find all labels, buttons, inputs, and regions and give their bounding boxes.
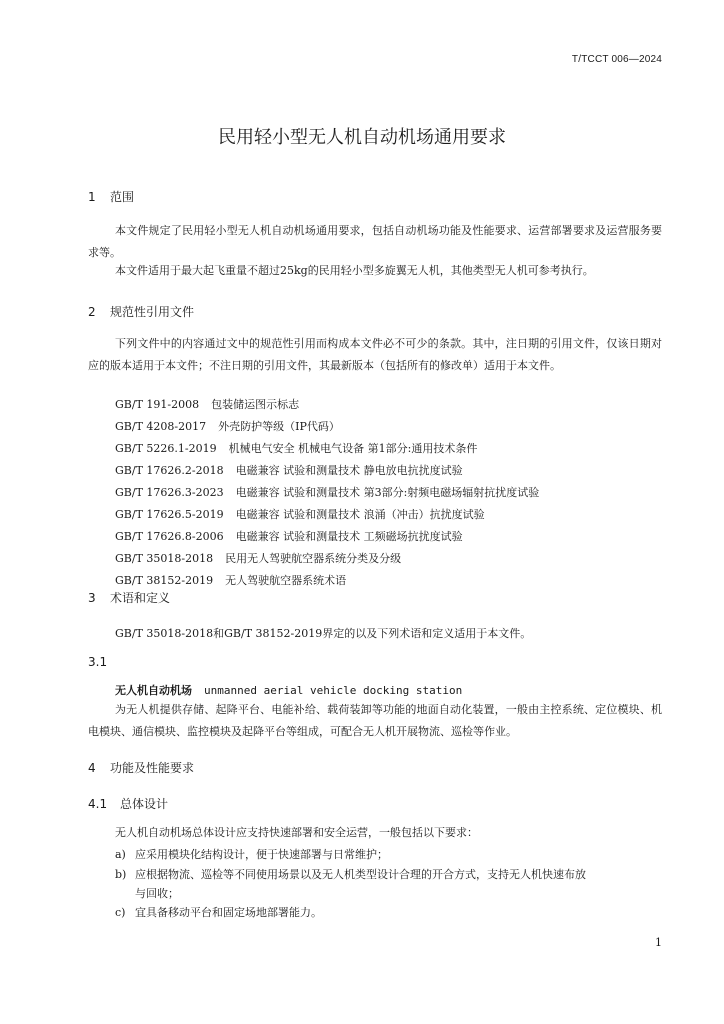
- reference-item: [115, 418, 340, 434]
- reference-code: GB/T 5226.1-2019: [115, 442, 217, 455]
- reference-item: [115, 462, 463, 478]
- section-4-1-intro: 无人机自动机场总体设计应支持快速部署和安全运营，一般包括以下要求：: [115, 826, 478, 839]
- subsection-3-1-number: 3.1: [88, 655, 108, 669]
- reference-item: [115, 506, 485, 522]
- list-item: [115, 904, 322, 920]
- reference-name: 电磁兼容 试验和测量技术 第3部分:射频电磁场辐射抗扰度试验: [235, 486, 540, 499]
- term-definition: 为无人机提供存储、起降平台、电能补给、载荷装卸等功能的地面自动化装置，一般由主控系统、定位模块、机电模块、通信模块、监控模块及起降平台等组成，可配合无人机开展物流、巡检等作业。: [88, 703, 662, 738]
- section-3-heading: [88, 589, 170, 606]
- list-text: 应根据物流、巡检等不同使用场景以及无人机类型设计合理的开合方式，支持无人机快速布放: [135, 868, 586, 881]
- reference-code: GB/T 17626.3-2023: [115, 486, 224, 499]
- document-title: 民用轻小型无人机自动机场通用要求: [218, 127, 506, 148]
- reference-name: 电磁兼容 试验和测量技术 静电放电抗扰度试验: [235, 464, 463, 477]
- section-number: 2: [88, 305, 96, 319]
- reference-item: [115, 440, 477, 456]
- reference-item: [115, 528, 463, 544]
- reference-name: 外壳防护等级（IP代码）: [218, 420, 340, 433]
- reference-code: GB/T 38152-2019: [115, 574, 214, 587]
- reference-name: 电磁兼容 试验和测量技术 工频磁场抗扰度试验: [235, 530, 463, 543]
- reference-name: 机械电气安全 机械电气设备 第1部分:通用技术条件: [228, 442, 478, 455]
- list-item: [115, 866, 586, 882]
- list-marker: b): [115, 868, 127, 881]
- reference-code: GB/T 4208-2017: [115, 420, 207, 433]
- section-1-paragraph-1: 本文件规定了民用轻小型无人机自动机场通用要求，包括自动机场功能及性能要求、运营部署要求及运营服务要求等。: [88, 224, 662, 259]
- section-2-heading: [88, 303, 194, 320]
- reference-code: GB/T 17626.2-2018: [115, 464, 224, 477]
- section-4-heading: [88, 759, 194, 776]
- term-english: unmanned aerial vehicle docking station: [204, 684, 463, 697]
- reference-item: [115, 572, 346, 588]
- reference-item: [115, 550, 401, 566]
- list-item-continuation: 与回收；: [135, 887, 179, 900]
- reference-name: 包装储运图示标志: [211, 398, 300, 411]
- term-entry: [115, 682, 462, 698]
- section-title: 功能及性能要求: [110, 761, 195, 775]
- document-code: T/TCCT 006—2024: [571, 54, 662, 65]
- reference-code: GB/T 17626.5-2019: [115, 508, 224, 521]
- page-number: 1: [655, 936, 662, 949]
- section-2-paragraph-1: 下列文件中的内容通过文中的规范性引用而构成本文件必不可少的条款。其中，注日期的引用文件，仅该日期对应的版本适用于本文件；不注日期的引用文件，其最新版本（包括所有的修改单）适用于本文件。: [88, 337, 662, 372]
- list-text: 应采用模块化结构设计，便于快速部署与日常维护；: [135, 848, 388, 861]
- section-title: 总体设计: [120, 797, 169, 811]
- list-marker: c): [115, 906, 126, 919]
- section-title: 范围: [110, 190, 135, 204]
- reference-code: GB/T 191-2008: [115, 398, 200, 411]
- reference-name: 无人驾驶航空器系统术语: [225, 574, 347, 587]
- list-item: [115, 846, 388, 862]
- section-1-heading: [88, 188, 134, 205]
- reference-item: [115, 396, 299, 412]
- subsection-4-1-heading: [88, 795, 168, 812]
- reference-name: 民用无人驾驶航空器系统分类及分级: [225, 552, 402, 565]
- list-marker: a): [115, 848, 126, 861]
- section-title: 规范性引用文件: [110, 305, 195, 319]
- section-3-paragraph-1: GB/T 35018-2018和GB/T 38152-2019界定的以及下列术语和定义适用于本文件。: [115, 627, 532, 640]
- section-title: 术语和定义: [110, 591, 171, 605]
- section-number: 4.1: [88, 797, 108, 811]
- reference-item: [115, 484, 539, 500]
- reference-name: 电磁兼容 试验和测量技术 浪涌（冲击）抗扰度试验: [235, 508, 485, 521]
- term-chinese: 无人机自动机场: [115, 684, 192, 697]
- list-text: 宜具备移动平台和固定场地部署能力。: [135, 906, 322, 919]
- section-number: 3: [88, 591, 96, 605]
- reference-code: GB/T 35018-2018: [115, 552, 214, 565]
- section-number: 4: [88, 761, 96, 775]
- section-1-paragraph-2: 本文件适用于最大起飞重量不超过25kg的民用轻小型多旋翼无人机，其他类型无人机可参考执行。: [115, 264, 594, 277]
- section-number: 1: [88, 190, 96, 204]
- reference-code: GB/T 17626.8-2006: [115, 530, 224, 543]
